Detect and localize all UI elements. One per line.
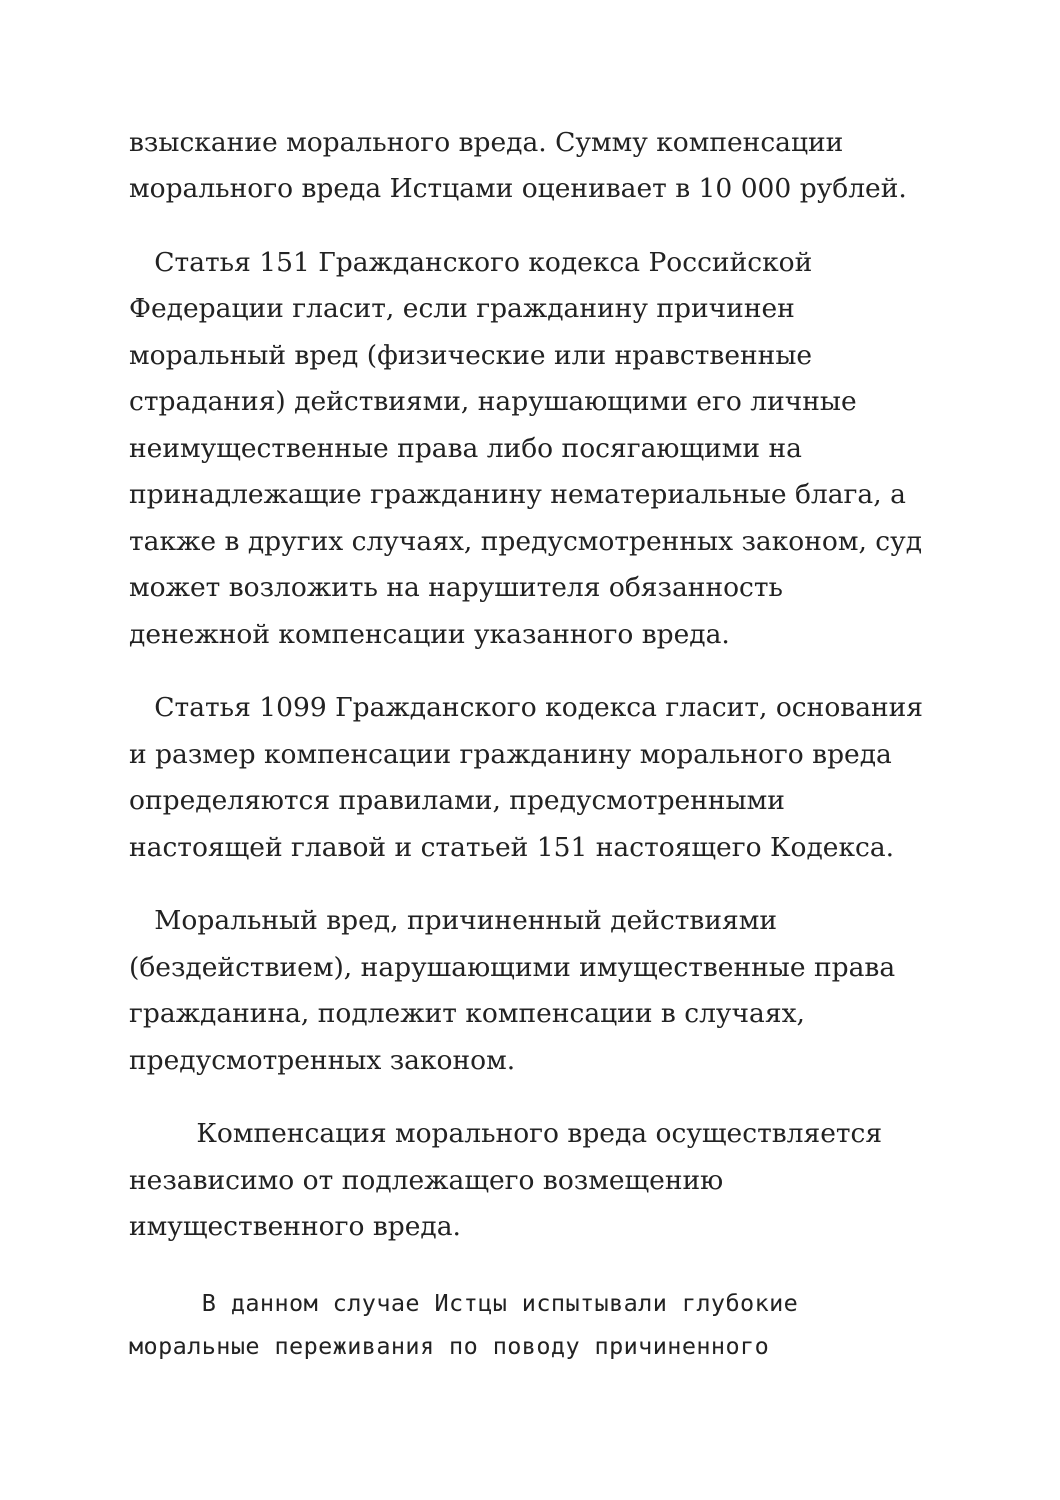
text-line: моральные переживания по поводу причиненного xyxy=(129,1332,770,1360)
text-line: Федерации гласит, если гражданину причинен xyxy=(129,293,795,324)
text-line: и размер компенсации гражданину морального вреда xyxy=(129,739,892,770)
text-line: взыскание морального вреда. Сумму компенсации xyxy=(129,127,844,158)
text-line: морального вреда Истцами оценивает в 10 000 рублей. xyxy=(129,173,907,204)
text-line: неимущественные права либо посягающими на xyxy=(129,433,802,464)
text-line: гражданина, подлежит компенсации в случаях, xyxy=(129,998,805,1029)
text-line: Статья 1099 Гражданского кодекса гласит, основания xyxy=(129,692,924,723)
text-line: денежной компенсации указанного вреда. xyxy=(129,619,730,650)
text-line: имущественного вреда. xyxy=(129,1211,461,1242)
text-line: Компенсация морального вреда осуществляется xyxy=(129,1118,883,1149)
text-line: принадлежащие гражданину нематериальные блага, а xyxy=(129,479,906,510)
text-line: моральный вред (физические или нравственные xyxy=(129,340,813,371)
text-line: Моральный вред, причиненный действиями xyxy=(129,905,778,936)
text-line: определяются правилами, предусмотренными xyxy=(129,785,785,816)
text-line: страдания) действиями, нарушающими его личные xyxy=(129,386,857,417)
text-line: В данном случае Истцы испытывали глубокие xyxy=(129,1289,799,1317)
text-line: настоящей главой и статьей 151 настоящего Кодекса. xyxy=(129,832,895,863)
text-line: также в других случаях, предусмотренных законом, суд xyxy=(129,526,923,557)
text-line: независимо от подлежащего возмещению xyxy=(129,1165,724,1196)
text-line: предусмотренных законом. xyxy=(129,1045,516,1076)
text-line: (бездействием), нарушающими имущественные права xyxy=(129,952,896,983)
text-line: может возложить на нарушителя обязанность xyxy=(129,572,783,603)
text-line: Статья 151 Гражданского кодекса Российской xyxy=(129,247,813,278)
